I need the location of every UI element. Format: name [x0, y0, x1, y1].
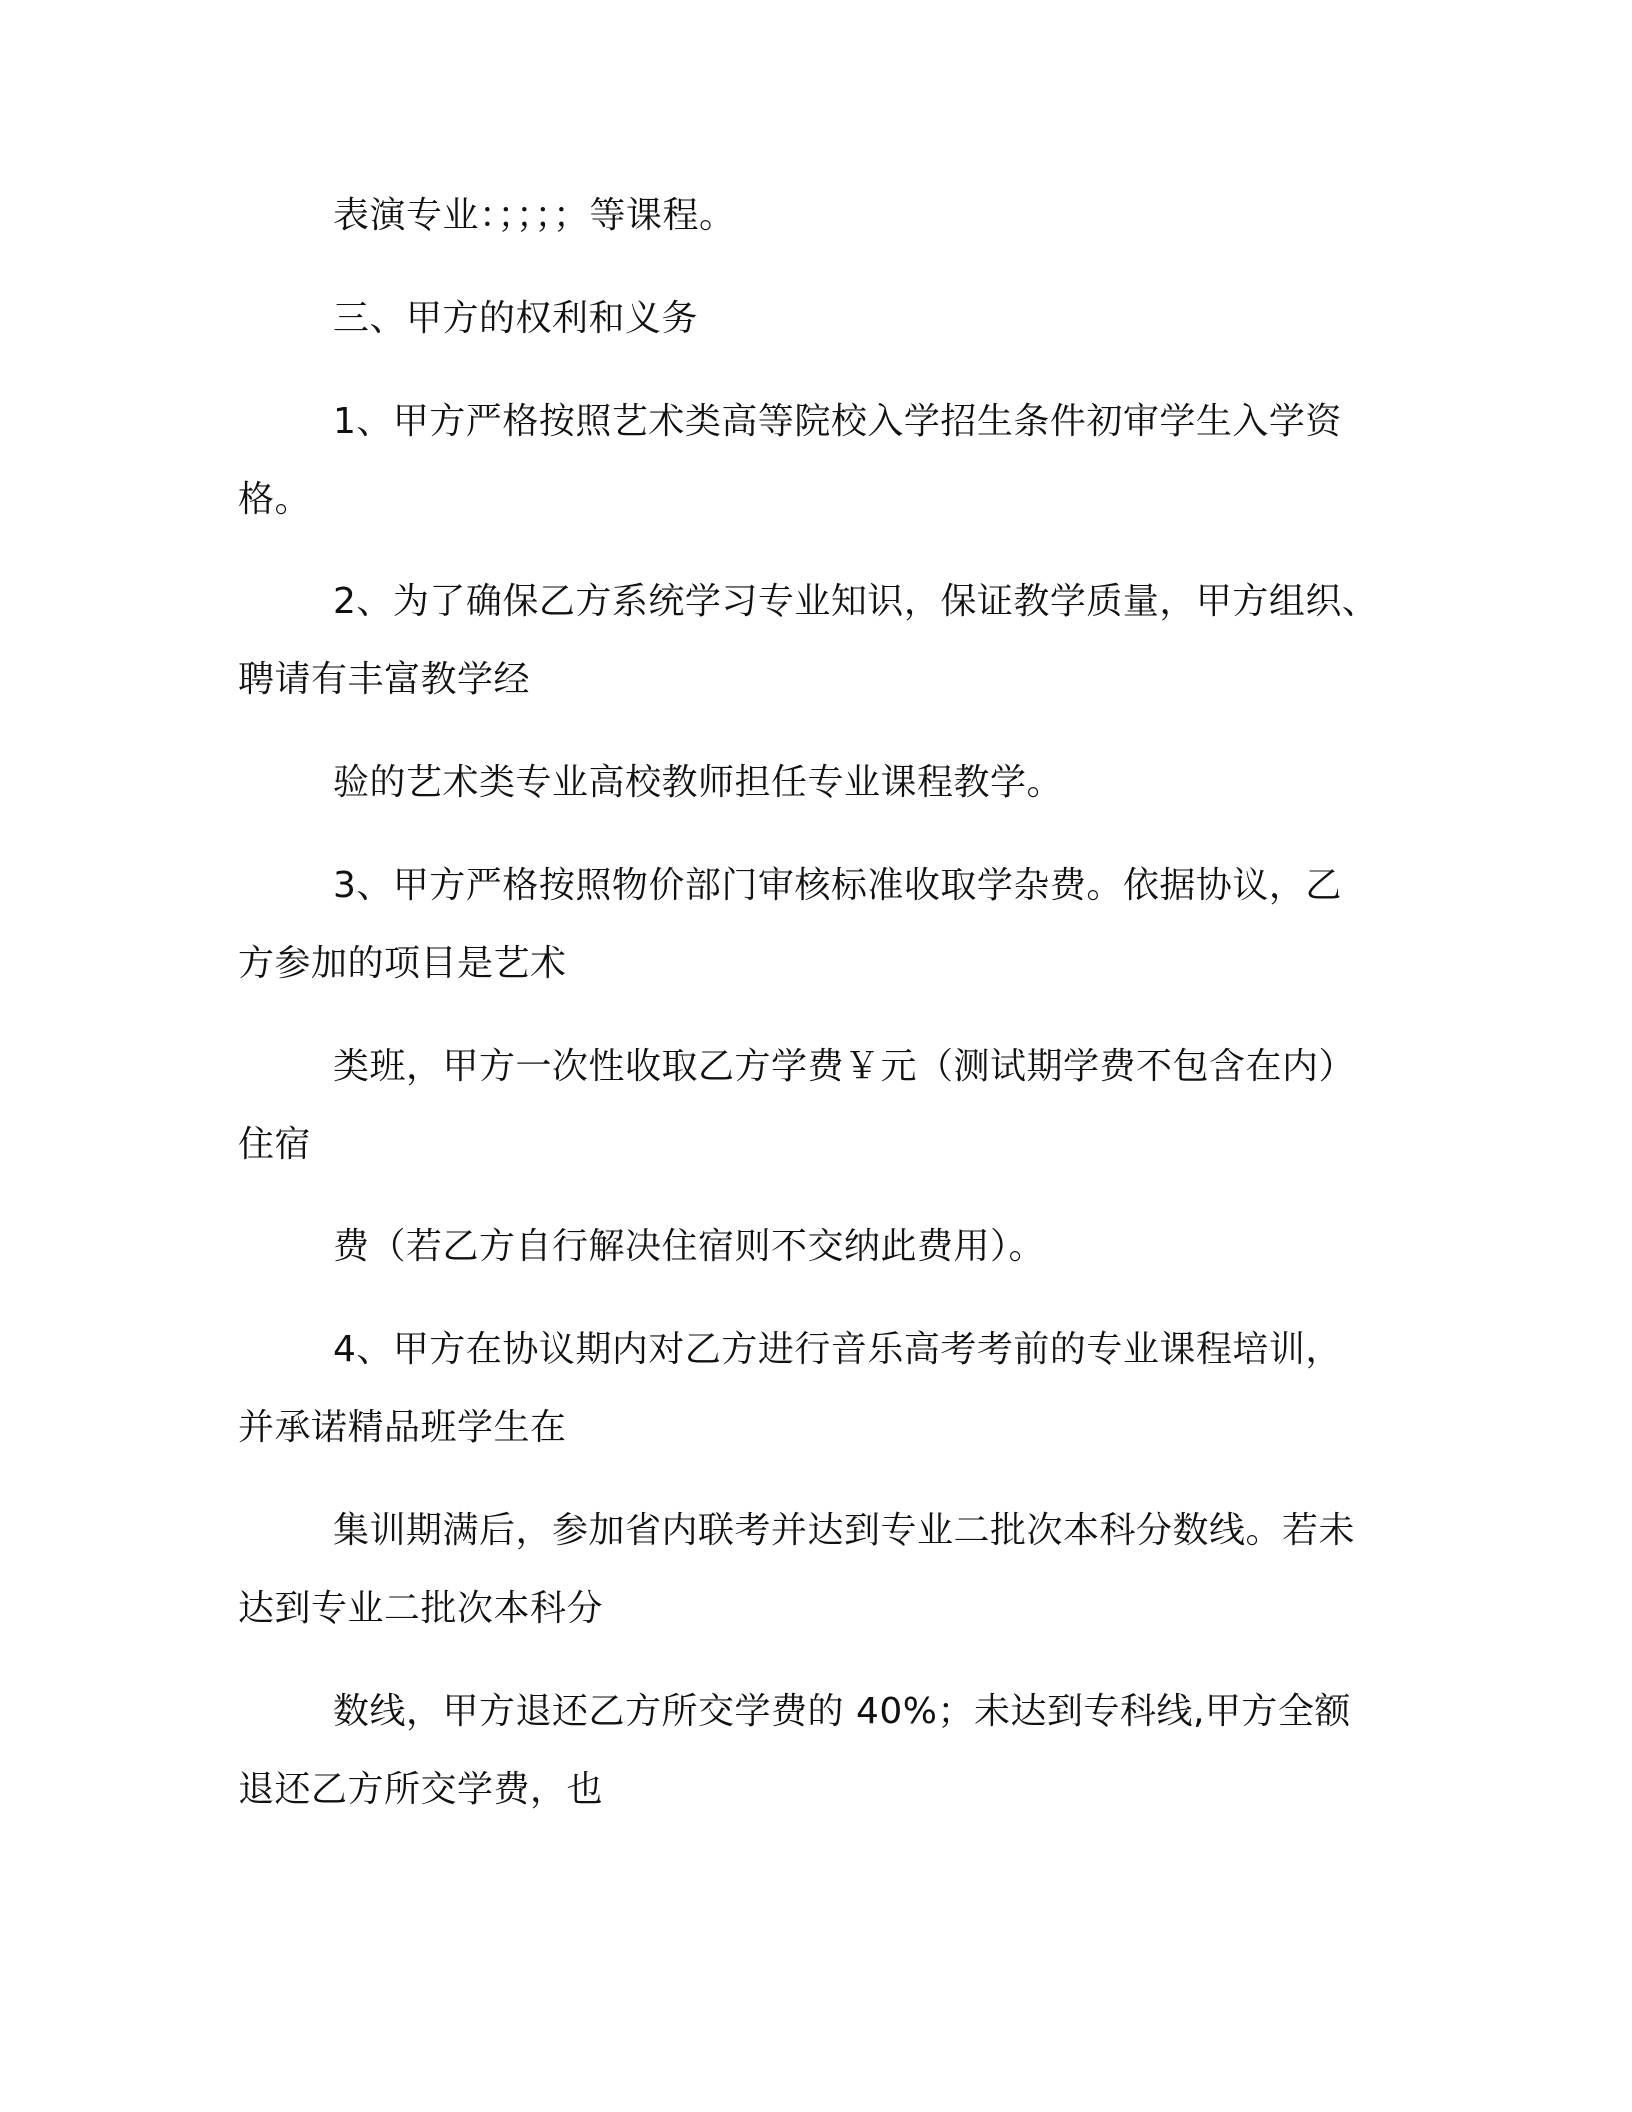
- clause-2-line-3: 验的艺术类专业高校教师担任专业课程教学。: [333, 762, 1064, 803]
- clause-3-line-3: 类班，甲方一次性收取乙方学费￥元（测试期学费不包含在内）: [333, 1046, 1356, 1087]
- clause-4-line-1: 4、甲方在协议期内对乙方进行音乐高考考前的专业课程培训，: [333, 1329, 1342, 1370]
- clause-3-line-1: 3、甲方严格按照物价部门审核标准收取学杂费。依据协议，乙: [333, 865, 1342, 906]
- clause-4-line-3: 集训期满后，参加省内联考并达到专业二批次本科分数线。若未: [333, 1510, 1356, 1551]
- clause-4-line-2: 并承诺精品班学生在: [238, 1407, 567, 1448]
- clause-3-line-2: 方参加的项目是艺术: [238, 943, 567, 984]
- clause-2-line-2: 聘请有丰富教学经: [238, 659, 531, 700]
- clause-4-line-6: 退还乙方所交学费，也: [238, 1769, 604, 1810]
- clause-1-line-2: 格。: [238, 479, 312, 520]
- section-heading-party-a-rights: 三、甲方的权利和义务: [333, 298, 699, 339]
- clause-4-line-5: 数线，甲方退还乙方所交学费的 40%；未达到专科线,甲方全额: [333, 1691, 1351, 1732]
- clause-1-line-1: 1、甲方严格按照艺术类高等院校入学招生条件初审学生入学资: [333, 401, 1342, 442]
- clause-3-line-5: 费（若乙方自行解决住宿则不交纳此费用）。: [333, 1226, 1046, 1267]
- clause-2-line-1: 2、为了确保乙方系统学习专业知识，保证教学质量，甲方组织、: [333, 581, 1379, 622]
- clause-4-line-4: 达到专业二批次本科分: [238, 1588, 604, 1629]
- line-performance-courses: 表演专业：；；；；等课程。: [333, 195, 736, 236]
- clause-3-line-4: 住宿: [238, 1124, 312, 1165]
